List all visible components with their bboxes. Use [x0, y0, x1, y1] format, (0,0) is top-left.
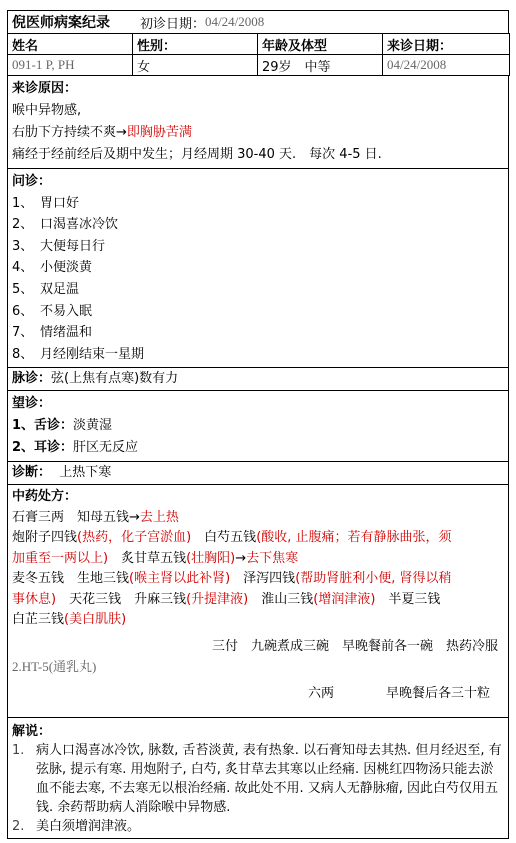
tongue-text: 淡黄湿 [73, 418, 113, 434]
dosage-line-1: 三付 九碗煮成三碗 早晚餐前各一碗 热药冷服 [211, 638, 498, 654]
rx-row-patent: 2.HT-5(通乳丸) [12, 659, 97, 675]
arrow-icon: → [235, 550, 247, 566]
item-number: 4、 [12, 260, 34, 276]
item-text: 小便淡黄 [40, 260, 93, 276]
list-item [12, 322, 504, 344]
list-item [12, 236, 504, 258]
rx-row-6 [12, 610, 504, 631]
info-value-row [8, 55, 510, 76]
reason-line-1: 喉中异物感, [12, 103, 82, 118]
record-title: 倪医师病案纪录 [12, 15, 110, 31]
arrow-icon: → [129, 509, 140, 525]
patient-info-table [7, 33, 510, 76]
dosage-line-2: 六两 早晚餐后各三十粒 [307, 685, 490, 701]
first-visit-date: 04/24/2008 [205, 14, 265, 29]
sex-header: 性别： [133, 34, 258, 55]
info-header-row [8, 34, 510, 55]
rx-text: 石膏三两 知母五钱 [12, 509, 130, 525]
case-record-sheet [7, 10, 509, 839]
first-visit-label: 初诊日期： [140, 16, 206, 32]
reason-line-2 [12, 122, 504, 144]
rx-text: 泽泻四钱 [230, 571, 296, 587]
pulse-text: 弦(上焦有点寒)数有力 [51, 371, 179, 387]
item-number: 1、 [12, 195, 34, 211]
list-item [12, 344, 504, 366]
list-item [12, 193, 504, 215]
inquiry-label: 问诊： [12, 174, 52, 189]
item-text: 口渴喜冰冷饮 [40, 217, 119, 233]
rx-note: 去上热 [139, 509, 179, 525]
item-number: 2. [12, 819, 25, 835]
ear-label: 2、耳诊： [12, 440, 74, 456]
header-row [7, 10, 509, 33]
item-text: 不易入眠 [40, 303, 93, 319]
prescription-label: 中药处方： [12, 489, 78, 505]
sex-value: 女 [133, 55, 258, 76]
visit-date-header: 来诊日期： [383, 34, 510, 55]
diagnosis-label: 诊断： [12, 465, 52, 481]
list-item [12, 279, 504, 301]
pulse-section [7, 368, 509, 391]
rx-text: 白芷三钱 [12, 612, 65, 628]
reason-line-2-text: 右肋下方持续不爽 [12, 125, 117, 140]
rx-note: (热药，化子宫淤血) [77, 530, 192, 546]
observation-label: 望诊： [12, 396, 52, 412]
diagnosis-section [7, 462, 509, 485]
item-number: 6、 [12, 303, 34, 319]
item-text: 病人口渴喜冰冷饮, 脉数, 舌苔淡黄, 表有热象. 以石膏知母去其热. 但月经迟至, 有弦脉, 提示有寒. 用炮附子, 白芍, 炙甘草去其寒以止经痛. 因桃红四物汤只能去淤血不能去寒, 不去寒无以根治经痛. 故此处不用. 又病人无静脉瘤, 因此白芍仅用五钱. 余药帮助病人消除喉中异物感. [36, 743, 502, 816]
name-value: 091-1 P, PH [8, 55, 133, 76]
ear-text: 肝区无反应 [73, 440, 139, 456]
item-number: 8、 [12, 346, 34, 362]
list-item [12, 301, 504, 323]
rx-text: 麦冬五钱 生地三钱 [12, 571, 130, 587]
rx-note: (壮胸阳) [186, 550, 236, 566]
explanation-section [7, 718, 509, 839]
tongue-row [12, 415, 504, 437]
rx-note: (升提津液) [186, 591, 249, 607]
item-text: 情绪温和 [40, 325, 93, 341]
list-item [12, 741, 504, 817]
visit-date-value: 04/24/2008 [383, 55, 510, 76]
arrow-icon: → [116, 125, 127, 140]
reason-line-2-note: 即胸胁苦满 [126, 125, 192, 140]
rx-note: (美白肌肤) [64, 612, 127, 628]
item-number: 5、 [12, 281, 34, 297]
reason-section [7, 76, 509, 169]
rx-text: 炙甘草五钱 [108, 550, 187, 566]
explanation-label: 解说： [12, 724, 52, 740]
rx-note: (帮助肾脏利小便, 肾得以稍 [295, 571, 452, 587]
inquiry-section [7, 169, 509, 368]
item-number: 7、 [12, 325, 34, 341]
item-text: 胃口好 [40, 195, 80, 211]
item-number: 2、 [12, 217, 34, 233]
ear-row [12, 437, 504, 459]
diagnosis-text: 上热下寒 [59, 465, 112, 481]
item-number: 1. [12, 743, 25, 759]
age-value: 29岁 中等 [258, 55, 383, 76]
rx-text: 炮附子四钱 [12, 530, 78, 546]
observation-section [7, 391, 509, 462]
rx-text: 半夏三钱 [375, 591, 441, 607]
rx-row-1 [12, 508, 504, 529]
reason-label: 来诊原因： [12, 81, 78, 96]
rx-text: 淮山三钱 [248, 591, 314, 607]
age-header: 年龄及体型 [258, 34, 383, 55]
rx-note: 加重至一两以上) [12, 550, 109, 566]
item-text: 美白须增润津液。 [36, 819, 141, 835]
reason-line-3: 痛经于经前经后及期中发生；月经周期 30-40 天. 每次 4-5 日. [12, 147, 382, 162]
item-text: 月经刚结束一星期 [40, 346, 145, 362]
rx-note: 事休息) [12, 591, 57, 607]
item-number: 3、 [12, 238, 34, 254]
rx-note: (酸收, 止腹痛；若有静脉曲张，须 [256, 530, 452, 546]
item-text: 大便每日行 [40, 238, 106, 254]
name-header: 姓名 [8, 34, 133, 55]
rx-note: (喉主肾以此补肾) [129, 571, 231, 587]
prescription-section [7, 485, 509, 718]
rx-note: 去下焦寒 [246, 550, 299, 566]
list-item [12, 817, 504, 836]
pulse-label: 脉诊： [12, 371, 52, 387]
rx-text: 白芍五钱 [191, 530, 257, 546]
item-text: 双足温 [40, 281, 80, 297]
list-item [12, 257, 504, 279]
rx-row-4 [12, 569, 504, 590]
rx-text: 天花三钱 升麻三钱 [56, 591, 187, 607]
rx-row-3 [12, 549, 504, 570]
rx-row-2 [12, 528, 504, 549]
rx-note: (增润津液) [313, 591, 376, 607]
list-item [12, 214, 504, 236]
rx-row-5 [12, 590, 504, 611]
tongue-label: 1、舌诊： [12, 418, 74, 434]
